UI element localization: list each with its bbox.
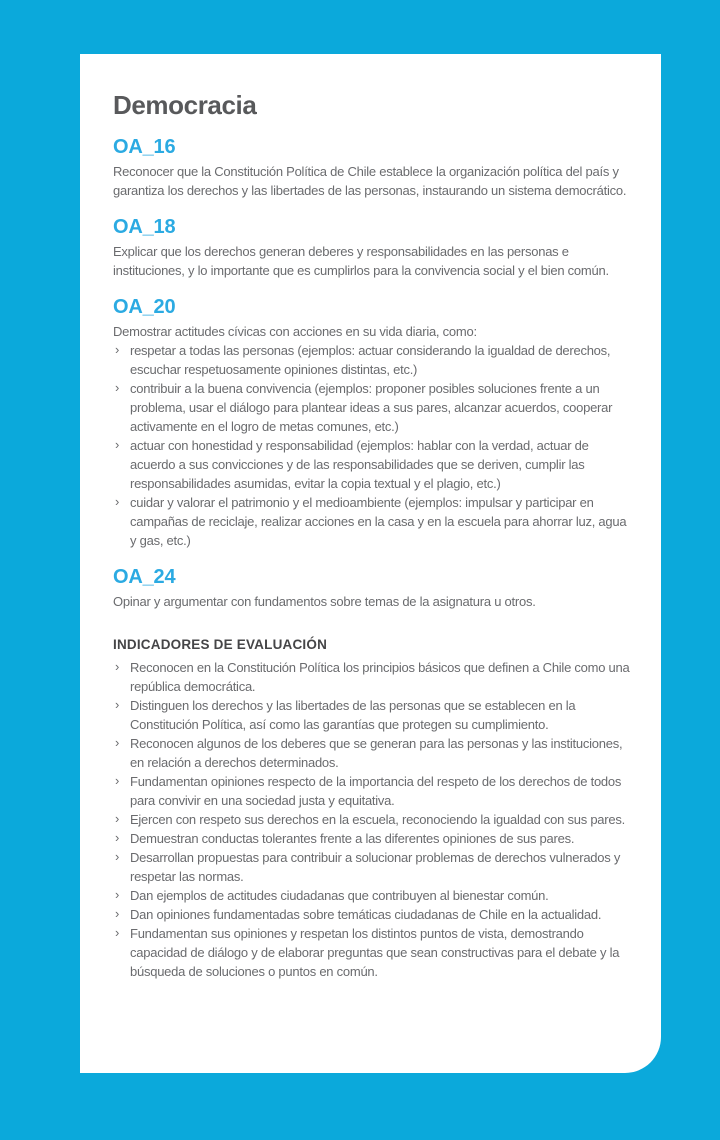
indicator-item-text: Reconocen en la Constitución Política los principios básicos que definen a Chile como una república democrática.: [130, 660, 630, 694]
indicator-item: [113, 848, 633, 886]
indicator-item: [113, 696, 633, 734]
indicator-item: [113, 734, 633, 772]
section-oa24-heading: OA_24: [113, 566, 176, 588]
bullet-marker: ›: [115, 380, 120, 395]
bullet-marker: ›: [115, 906, 120, 921]
indicators-heading: INDICADORES DE EVALUACIÓN: [113, 637, 328, 652]
bullet-marker: ›: [115, 811, 120, 826]
bullet-item-text: cuidar y valorar el patrimonio y el medioambiente (ejemplos: impulsar y participar en campañas de reciclaje, realizar acciones en la casa y en la escuela para ahorrar luz, agua y gas, etc.): [130, 495, 627, 548]
indicator-item-text: Demuestran conductas tolerantes frente a las diferentes opiniones de sus pares.: [130, 831, 575, 846]
indicator-item: [113, 658, 633, 696]
indicators-list: [113, 658, 633, 981]
indicator-item-text: Dan opiniones fundamentadas sobre temáticas ciudadanas de Chile en la actualidad.: [130, 907, 602, 922]
bullet-marker: ›: [115, 887, 120, 902]
bullet-marker: ›: [115, 697, 120, 712]
section-oa20-body: Demostrar actitudes cívicas con acciones en su vida diaria, como:: [113, 324, 477, 339]
bullet-marker: ›: [115, 735, 120, 750]
bullet-item: [113, 341, 633, 379]
indicator-item-text: Ejercen con respeto sus derechos en la escuela, reconociendo la igualdad con sus pares.: [130, 812, 625, 827]
bullet-item-text: respetar a todas las personas (ejemplos: actuar considerando la igualdad de derechos, escuchar respetuosamente opiniones distintas, etc.): [130, 343, 611, 377]
indicator-item-text: Dan ejemplos de actitudes ciudadanas que contribuyen al bienestar común.: [130, 888, 549, 903]
bullet-marker: ›: [115, 830, 120, 845]
bullet-marker: ›: [115, 494, 120, 509]
indicator-item-text: Reconocen algunos de los deberes que se generan para las personas y las instituciones, en relación a derechos determinados.: [130, 736, 623, 770]
indicator-item-text: Distinguen los derechos y las libertades de las personas que se establecen en la Constitución Política, así como las garantías que protegen su cumplimiento.: [130, 698, 576, 732]
bullet-marker: ›: [115, 773, 120, 788]
bullet-item-text: contribuir a la buena convivencia (ejemplos: proponer posibles soluciones frente a un problema, usar el diálogo para plantear ideas a sus pares, alcanzar acuerdos, cooperar activamente en el logro de metas comunes, etc.): [130, 381, 613, 434]
bullet-marker: ›: [115, 925, 120, 940]
indicator-item-text: Fundamentan opiniones respecto de la importancia del respeto de los derechos de todos para convivir en una sociedad justa y equitativa.: [130, 774, 622, 808]
bullet-marker: ›: [115, 659, 120, 674]
section-oa20-bullet-list: [113, 341, 633, 550]
bullet-item: [113, 379, 633, 436]
bullet-item-text: actuar con honestidad y responsabilidad (ejemplos: hablar con la verdad, actuar de acuerdo a sus convicciones y de las responsabilidades que se deriven, cumplir las responsabilidades asumidas, evitar la copia textual y el plagio, etc.): [130, 438, 589, 491]
bullet-item: [113, 493, 633, 550]
indicator-item: [113, 905, 633, 924]
bullet-marker: ›: [115, 437, 120, 452]
indicator-item: [113, 810, 633, 829]
indicator-item: [113, 829, 633, 848]
indicator-item: [113, 924, 633, 981]
section-oa24-body: Opinar y argumentar con fundamentos sobre temas de la asignatura u otros.: [113, 594, 536, 609]
bullet-marker: ›: [115, 849, 120, 864]
indicator-item: [113, 886, 633, 905]
indicator-item-text: Desarrollan propuestas para contribuir a solucionar problemas de derechos vulnerados y respetar las normas.: [130, 850, 621, 884]
indicator-item-text: Fundamentan sus opiniones y respetan los distintos puntos de vista, demostrando capacidad de diálogo y de elaborar preguntas que sean constructivas para el debate y la búsqueda de soluciones o puntos en común.: [130, 926, 620, 979]
bullet-item: [113, 436, 633, 493]
section-oa18-body: Explicar que los derechos generan deberes y responsabilidades en las personas e instituciones, y lo importante que es cumplirlos para la convivencia social y el bien común.: [113, 244, 609, 278]
content-card: [80, 54, 661, 1073]
section-oa16-heading: OA_16: [113, 136, 176, 158]
indicator-item: [113, 772, 633, 810]
section-oa18-heading: OA_18: [113, 216, 176, 238]
page-title: Democracia: [113, 90, 257, 120]
section-oa16-body: Reconocer que la Constitución Política de Chile establece la organización política del país y garantiza los derechos y las libertades de las personas, instaurando un sistema democrático.: [113, 164, 627, 198]
bullet-marker: ›: [115, 342, 120, 357]
section-oa20-heading: OA_20: [113, 296, 176, 318]
